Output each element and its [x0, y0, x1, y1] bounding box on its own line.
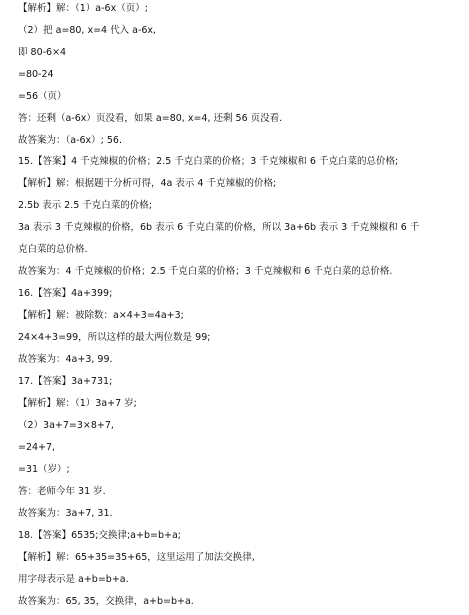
text-line: 故答案为：3a+7, 31.: [18, 508, 113, 519]
text-line: 故答案为：65, 35，交换律，a+b=b+a.: [18, 596, 194, 607]
text-line: 【解析】解：65+35=35+65，这里运用了加法交换律,: [18, 552, 255, 563]
text-line: （2）3a+7=3×8+7,: [18, 420, 114, 431]
text-line: 2.5b 表示 2.5 千克白菜的价格;: [18, 200, 153, 211]
text-line: =80-24: [18, 69, 54, 80]
text-line: 【解析】解：被除数：a×4+3=4a+3;: [18, 310, 184, 321]
text-line: 24×4+3=99，所以这样的最大两位数是 99;: [18, 332, 211, 343]
text-line: 【解析】解：（1）a-6x（页）;: [18, 3, 148, 14]
text-line: 故答案为：4a+3, 99.: [18, 354, 113, 365]
text-line: =31（岁）;: [18, 464, 70, 475]
text-line: 答：老师今年 31 岁.: [18, 486, 106, 497]
text-line: 答：还剩（a-6x）页没看，如果 a=80, x=4, 还剩 56 页没看.: [18, 113, 283, 124]
text-line: 17.【答案】3a+731;: [18, 376, 113, 387]
text-line: 即 80-6×4: [18, 47, 67, 58]
text-line: =56（页）: [18, 91, 67, 102]
text-line: 18.【答案】6535;交换律;a+b=b+a;: [18, 530, 181, 541]
text-line: =24+7,: [18, 442, 56, 453]
text-line: 【解析】解：根据题干分析可得，4a 表示 4 千克辣椒的价格;: [18, 178, 277, 189]
text-line: 3a 表示 3 千克辣椒的价格，6b 表示 6 千克白菜的价格，所以 3a+6b 表示 3 千克辣椒和 6 千: [18, 222, 420, 233]
text-line: 克白菜的总价格.: [18, 244, 88, 255]
text-line: 故答案为：4 千克辣椒的价格；2.5 千克白菜的价格；3 千克辣椒和 6 千克白菜的总价格.: [18, 266, 393, 277]
text-line: 用字母表示是 a+b=b+a.: [18, 574, 129, 585]
text-line: 故答案为：（a-6x）; 56.: [18, 135, 122, 146]
text-line: （2）把 a=80, x=4 代入 a-6x,: [18, 25, 157, 36]
text-line: 16.【答案】4a+399;: [18, 288, 113, 299]
text-line: 15.【答案】4 千克辣椒的价格；2.5 千克白菜的价格；3 千克辣椒和 6 千克白菜的总价格;: [18, 156, 399, 167]
text-line: 【解析】解：（1）3a+7 岁;: [18, 398, 137, 409]
